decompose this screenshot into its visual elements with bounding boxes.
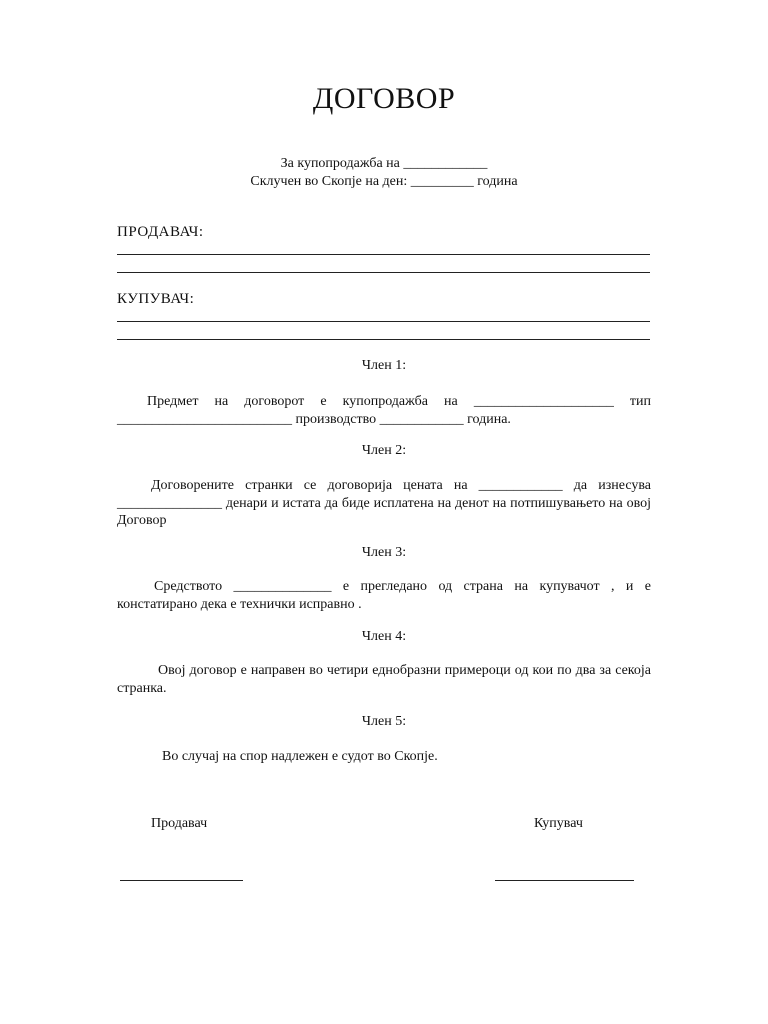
subtitle-purchase: За купопродажба на ____________ [280,156,488,171]
seller-label: ПРОДАВАЧ: [117,224,204,240]
seller-line-2 [117,272,650,273]
article-5-text: Во случај на спор надлежен е судот во Скопје. [162,749,438,764]
buyer-label: КУПУВАЧ: [117,291,195,307]
article-5-heading: Член 5: [361,714,407,729]
article-2-heading: Член 2: [361,443,407,458]
article-3-heading: Член 3: [361,545,407,560]
seller-signature-line [120,880,243,881]
buyer-signature-line [495,880,634,881]
buyer-signature-label: Купувач [534,816,583,831]
article-1-heading: Член 1: [361,358,407,373]
subtitle-concluded: Склучен во Скопје на ден: _________ година [250,174,518,189]
article-4-text: Овој договор е направен во четири еднобразни примероци од кои по два за секоја странка. [117,663,651,696]
seller-signature-label: Продавач [151,816,208,831]
article-4-heading: Член 4: [361,629,407,644]
seller-line-1 [117,254,650,255]
article-3-text: Средството ______________ е прегледано од страна на купувачот , и е констатирано дека е технички исправно . [117,579,651,612]
article-1-text: Предмет на договорот е купопродажба на ____________________ тип _________________________ производство ____________ година. [117,394,651,427]
buyer-line-1 [117,321,650,322]
article-2-text: Договорените странки се договорија цената на ____________ да изнесува _______________ денари и истата да биде исплатена на денот на потпишувањето на овој Договор [117,478,651,528]
buyer-line-2 [117,339,650,340]
document-title: ДОГОВОР [312,82,456,115]
